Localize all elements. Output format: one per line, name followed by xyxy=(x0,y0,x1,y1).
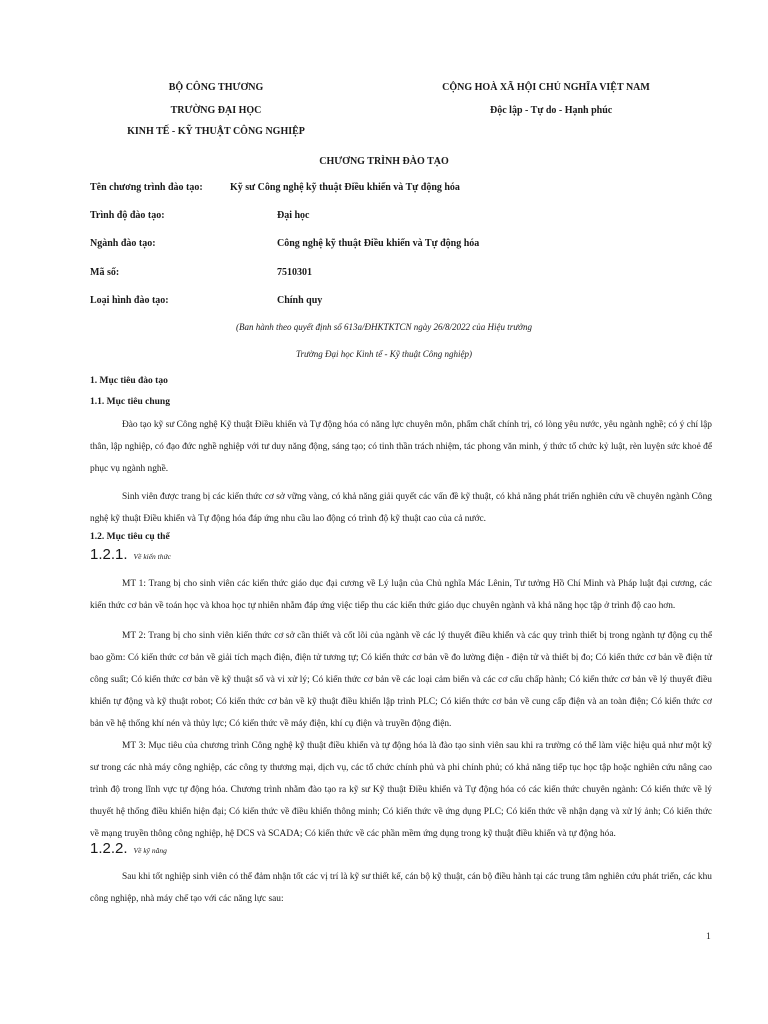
national-motto: Độc lập - Tự do - Hạnh phúc xyxy=(490,105,613,116)
info-label: Trình độ đào tạo: xyxy=(90,210,165,221)
ministry-name: BỘ CÔNG THƯƠNG xyxy=(168,82,264,93)
country-name: CỘNG HOÀ XÃ HỘI CHỦ NGHĨA VIỆT NAM xyxy=(442,82,650,93)
university-line1: TRƯỜNG ĐẠI HỌC xyxy=(170,105,262,116)
info-label: Tên chương trình đào tạo: xyxy=(90,182,203,193)
subsection-number: 1.2.2. xyxy=(90,840,128,857)
page-number: 1 xyxy=(706,932,711,942)
info-label: Mã số: xyxy=(90,267,120,278)
section-heading: 1. Mục tiêu đào tạo xyxy=(90,376,168,386)
info-value: Công nghệ kỹ thuật Điều khiển và Tự động hóa xyxy=(277,238,480,249)
section-heading: 1.1. Mục tiêu chung xyxy=(90,397,170,407)
paragraph-skills: Sau khi tốt nghiệp sinh viên có thể đảm nhận tốt các vị trí là kỹ sư thiết kế, cán bộ kỹ thuật, cán bộ điều hành tại các trung tâm nghiên cứu phát triển, các khu công nghiệp, nhà máy chế tạo với các năng lực sau: xyxy=(90,872,712,904)
subsection-number: 1.2.1. xyxy=(90,546,128,563)
subsection-title: Về kỹ năng xyxy=(133,846,167,855)
paragraph-general-goal-2: Sinh viên được trang bị các kiến thức cơ sở vững vàng, có khả năng giải quyết các vấn đề kỹ thuật, có khả năng phát triển nghiên cứu về chuyên ngành Công nghệ kỹ thuật Điều khiển và Tự động hóa đáp ứng nhu cầu lao động có trình độ kỹ thuật cao của cả nước. xyxy=(90,492,712,524)
paragraph-mt2: MT 2: Trang bị cho sinh viên kiến thức cơ sở cần thiết và cốt lõi của ngành về các lý thuyết điều khiển và các quy trình thiết bị trong ngành tự động cụ thể bao gồm: Có kiến thức cơ bản về giải tích mạch điện, điện tử tương tự; Có kiến thức cơ bản về đo lường điện - điện tử và thiết bị đo; Có kiến thức cơ bản về điện tử công suất; Có kiến thức cơ bản về kỹ thuật số và vi xử lý; Có kiến thức cơ bản về các loại cảm biến và các cơ cấu chấp hành; Có kiến thức cơ bản về lý thuyết điều khiển tự động và kỹ thuật robot; Có kiến thức cơ bản về kỹ thuật điều khiển lập trình PLC; Có kiến thức cơ bản về cung cấp điện và an toàn điện; Có kiến thức cơ bản về hệ thống khí nén và thủy lực; Có kiến thức về máy điện, khí cụ điện và truyền động điện. xyxy=(90,631,712,729)
info-value: Đại học xyxy=(277,210,310,221)
paragraph-general-goal: Đào tạo kỹ sư Công nghệ Kỹ thuật Điều khiển và Tự động hóa có năng lực chuyên môn, phẩm chất chính trị, có lòng yêu nước, yêu ngành nghề; có ý chí lập thân, lập nghiệp, có đạo đức nghề nghiệp với tư duy năng động, sáng tạo; có tinh thần trách nhiệm, tác phong văn minh, ý thức tổ chức kỷ luật, rèn luyện sức khoẻ để phục vụ ngành nghề. xyxy=(90,420,712,474)
document-title: CHƯƠNG TRÌNH ĐÀO TẠO xyxy=(319,156,449,167)
subsection-title: Về kiến thức xyxy=(133,552,171,561)
info-label: Loại hình đào tạo: xyxy=(90,295,169,306)
info-value: Kỹ sư Công nghệ kỹ thuật Điều khiển và Tự động hóa xyxy=(230,182,460,193)
university-line2: KINH TẾ - KỸ THUẬT CÔNG NGHIỆP xyxy=(127,126,305,137)
subsection-heading-skills xyxy=(90,840,167,858)
subsection-heading-knowledge xyxy=(90,546,171,564)
paragraph-mt1: MT 1: Trang bị cho sinh viên các kiến thức giáo dục đại cương về Lý luận của Chủ nghĩa Mác Lênin, Tư tưởng Hồ Chí Minh và Pháp luật đại cương, các kiến thức cơ bản về toán học và khoa học tự nhiên nhằm đáp ứng việc tiếp thu các kiến thức giáo dục chuyên ngành và khả năng học tập ở trình độ cao hơn. xyxy=(90,579,712,611)
info-value: 7510301 xyxy=(277,267,312,278)
paragraph-mt3: MT 3: Mục tiêu của chương trình Công nghệ kỹ thuật điều khiển và tự động hóa là đào tạo sinh viên sau khi ra trường có thể làm việc hiệu quả như một kỹ sư trong các nhà máy công nghiệp, các công ty thương mại, dịch vụ, các tổ chức chính phủ và phi chính phủ; có khả năng tiếp tục học tập hoặc nghiên cứu nâng cao trình độ trong lĩnh vực tự động hóa. Chương trình nhằm đào tạo ra kỹ sư Kỹ thuật Điều khiển và Tự động hóa có các kiến thức chuyên ngành: Có kiến thức về lý thuyết hệ thống điều khiển hiện đại; Có kiến thức về điều khiển thông minh; Có kiến thức về ứng dụng PLC; Có kiến thức về nhận dạng và xử lý ảnh; Có kiến thức về mạng truyền thông công nghiệp, hệ DCS và SCADA; Có kiến thức về các phần mềm ứng dụng trong kỹ thuật điều khiển và tự động hóa. xyxy=(90,741,712,839)
decision-note-line2: Trường Đại học Kinh tế - Kỹ thuật Công nghiệp) xyxy=(296,349,472,359)
info-label: Ngành đào tạo: xyxy=(90,238,156,249)
section-heading: 1.2. Mục tiêu cụ thể xyxy=(90,532,170,542)
info-value: Chính quy xyxy=(277,295,323,306)
decision-note-line1: (Ban hành theo quyết định số 613a/ĐHKTKTCN ngày 26/8/2022 của Hiệu trưởng xyxy=(236,322,532,332)
